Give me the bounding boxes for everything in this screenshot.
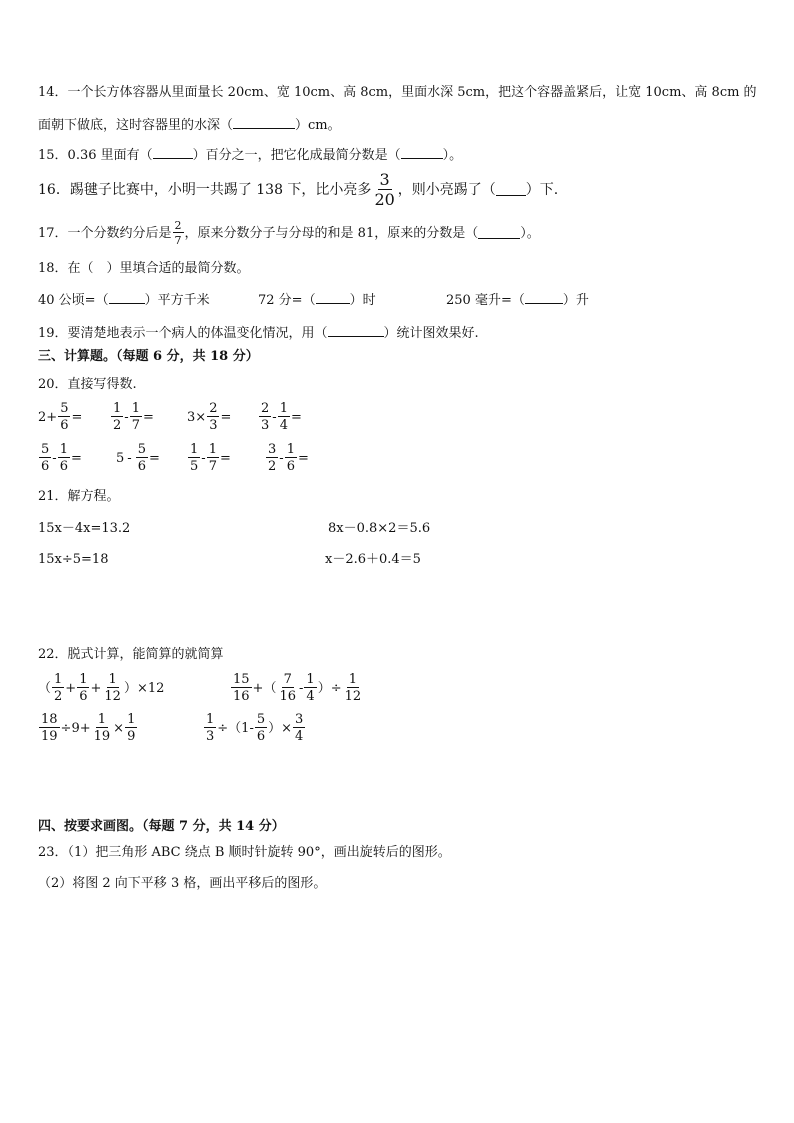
denominator: 6 <box>41 459 50 474</box>
fraction <box>39 443 51 473</box>
q14-line2 <box>38 118 341 132</box>
q16 <box>38 172 558 208</box>
denominator: 2 <box>54 689 63 704</box>
q16-text-b: ，则小亮踢了（ <box>397 182 496 198</box>
minus-sign: - <box>279 450 284 466</box>
denominator: 19 <box>41 729 58 744</box>
denominator: 3 <box>209 418 218 433</box>
plus-sign: + <box>65 680 77 696</box>
q17-text-a: 17．一个分数约分后是 <box>38 225 172 241</box>
equals-sign: = <box>297 450 309 466</box>
q22-expression-2 <box>230 673 364 703</box>
q18-blank-3[interactable] <box>525 293 563 304</box>
numerator: 5 <box>256 712 266 727</box>
q15-blank-2[interactable] <box>401 148 443 159</box>
denominator: 2 <box>268 459 277 474</box>
numerator: 1 <box>59 442 68 457</box>
q18-item1-a: 40 公顷=（ <box>38 293 109 308</box>
q18-blank-2[interactable] <box>316 293 350 304</box>
denominator: 12 <box>344 689 362 704</box>
denominator: 6 <box>60 418 69 433</box>
q20-r2-e2 <box>116 443 160 473</box>
q16-frac-num: 3 <box>379 170 390 189</box>
denominator: 16 <box>279 689 296 704</box>
q18-item-3 <box>446 293 589 307</box>
q18-item3-b: ）升 <box>562 293 589 308</box>
denominator: 4 <box>306 689 315 704</box>
plus-sign: + <box>90 680 102 696</box>
right-paren-times: ）×12 <box>123 680 165 696</box>
numerator: 1 <box>108 672 117 687</box>
q21-equation-4: x－2.6＋0.4＝5 <box>325 552 421 567</box>
numerator: 1 <box>127 712 136 727</box>
fraction <box>255 713 267 743</box>
denominator: 2 <box>113 418 122 433</box>
fraction <box>39 713 60 743</box>
denominator: 6 <box>79 689 88 704</box>
denominator: 4 <box>279 418 288 433</box>
equals-sign: = <box>71 409 83 425</box>
minus-sign: - <box>52 450 57 466</box>
numerator: 1 <box>131 401 140 416</box>
numerator: 15 <box>233 672 250 687</box>
q14-line1: 14．一个长方体容器从里面量长 20cm、宽 10cm、高 8cm，里面水深 5cm，把这个容器盖紧后，让宽 10cm、高 8cm 的 <box>38 85 757 100</box>
fraction <box>277 673 298 703</box>
q18-item2-a: 72 分=（ <box>258 293 316 308</box>
denominator: 3 <box>261 418 270 433</box>
numerator: 1 <box>54 672 63 687</box>
numerator: 1 <box>113 401 122 416</box>
whole-number: 2 <box>38 409 47 425</box>
denominator: 9 <box>127 729 136 744</box>
numerator: 5 <box>60 401 69 416</box>
q21-equation-3: 15x÷5=18 <box>38 552 109 567</box>
q20-r1-e2 <box>110 402 154 432</box>
q17-fraction <box>173 220 184 246</box>
q17 <box>38 220 540 246</box>
q22-expression-4 <box>203 713 306 743</box>
fraction <box>77 673 89 703</box>
q15-text-a: 15．0.36 里面有（ <box>38 148 153 163</box>
numerator: 1 <box>190 442 199 457</box>
fraction <box>58 443 70 473</box>
denominator: 16 <box>233 689 250 704</box>
section-3-heading: 三、计算题。（每题 6 分，共 18 分） <box>38 349 259 364</box>
q16-fraction <box>372 172 396 208</box>
q15 <box>38 148 462 162</box>
q20-r2-e1 <box>38 443 82 473</box>
denominator: 6 <box>59 459 68 474</box>
whole-number: 5 <box>116 450 125 466</box>
divide-paren: ÷（1- <box>217 720 254 736</box>
right-paren-times: ）× <box>268 720 293 736</box>
q16-frac-den: 20 <box>374 190 395 209</box>
numerator: 2 <box>261 401 270 416</box>
fraction <box>136 443 148 473</box>
numerator: 1 <box>208 442 217 457</box>
q19-text-b: ）统计图效果好. <box>383 326 479 341</box>
q20-r2-e3 <box>187 443 231 473</box>
q23-line2: （2）将图 2 向下平移 3 格，画出平移后的图形。 <box>38 876 327 891</box>
equals-sign: = <box>70 450 82 466</box>
numerator: 1 <box>97 712 107 727</box>
equals-sign: = <box>220 409 232 425</box>
q23-line1: 23．（1）把三角形 ABC 绕点 B 顺时针旋转 90°，画出旋转后的图形。 <box>38 845 451 860</box>
denominator: 7 <box>208 459 217 474</box>
fraction <box>58 402 70 432</box>
whole-number: 3 <box>187 409 196 425</box>
denominator: 7 <box>131 418 140 433</box>
denominator: 3 <box>206 729 215 744</box>
plus-sign: + <box>46 409 58 425</box>
fraction <box>343 673 364 703</box>
times-sign: × <box>195 409 207 425</box>
q20-r2-e4 <box>265 443 309 473</box>
q18-blank-1[interactable] <box>109 293 145 304</box>
q18-item1-b: ）平方千米 <box>144 293 210 308</box>
fraction <box>102 673 123 703</box>
numerator: 3 <box>295 712 304 727</box>
q17-frac-num: 2 <box>174 219 182 232</box>
fraction <box>207 402 219 432</box>
minus-sign: - <box>201 450 206 466</box>
minus-sign: - <box>127 450 132 466</box>
numerator: 1 <box>306 672 315 687</box>
q15-text-c: ）。 <box>442 148 463 163</box>
numerator: 7 <box>283 672 292 687</box>
q21-title: 21．解方程。 <box>38 489 120 504</box>
q18-item-1 <box>38 293 210 307</box>
equals-sign: = <box>142 409 154 425</box>
q20-title: 20．直接写得数. <box>38 377 137 392</box>
denominator: 5 <box>190 459 199 474</box>
numerator: 1 <box>286 442 295 457</box>
numerator: 2 <box>209 401 218 416</box>
q18-item-2 <box>258 293 376 307</box>
numerator: 1 <box>348 672 357 687</box>
section-4-heading: 四、按要求画图。（每题 7 分，共 14 分） <box>38 819 285 834</box>
numerator: 5 <box>41 442 50 457</box>
fraction <box>285 443 297 473</box>
q22-expression-1 <box>38 673 164 703</box>
fraction <box>304 673 316 703</box>
q14-text-a: 面朝下做底，这时容器里的水深（ <box>38 118 234 133</box>
fraction <box>278 402 290 432</box>
q19-answer-blank[interactable] <box>328 326 384 337</box>
fraction <box>231 673 252 703</box>
q19-text-a: 19．要清楚地表示一个病人的体温变化情况，用（ <box>38 326 328 341</box>
q18-item3-a: 250 毫升=（ <box>446 293 525 308</box>
q14-text-b: ）cm。 <box>295 118 341 133</box>
q17-frac-den: 7 <box>174 234 182 247</box>
times-sign: × <box>113 720 125 736</box>
q17-text-b: ，原来分数分子与分母的和是 81，原来的分数是（ <box>184 225 479 241</box>
denominator: 6 <box>256 729 266 744</box>
numerator: 18 <box>41 712 58 727</box>
denominator: 6 <box>286 459 295 474</box>
q19 <box>38 326 479 340</box>
fraction <box>204 713 216 743</box>
fraction <box>259 402 271 432</box>
q17-answer-blank[interactable] <box>478 228 520 239</box>
numerator: 1 <box>206 712 215 727</box>
denominator: 4 <box>295 729 304 744</box>
denominator: 19 <box>93 729 111 744</box>
equals-sign: = <box>148 450 160 466</box>
equals-sign: = <box>290 409 302 425</box>
fraction <box>92 713 113 743</box>
fraction <box>188 443 200 473</box>
fraction <box>293 713 305 743</box>
left-paren: （ <box>38 680 52 696</box>
fraction <box>207 443 219 473</box>
q20-r1-e1 <box>38 402 82 432</box>
minus-sign: - <box>272 409 277 425</box>
q20-r1-e4 <box>258 402 302 432</box>
q21-equation-1: 15x－4x=13.2 <box>38 521 131 536</box>
fraction <box>266 443 278 473</box>
numerator: 5 <box>137 442 146 457</box>
equals-sign: = <box>219 450 231 466</box>
q22-title: 22．脱式计算，能简算的就简算 <box>38 647 224 662</box>
q17-text-c: ）。 <box>520 225 540 241</box>
numerator: 1 <box>79 672 88 687</box>
denominator: 6 <box>137 459 146 474</box>
minus-sign: - <box>124 409 129 425</box>
q20-r1-e3 <box>187 402 231 432</box>
fraction <box>111 402 123 432</box>
fraction <box>125 713 137 743</box>
right-paren-divide: ）÷ <box>317 680 342 696</box>
numerator: 1 <box>279 401 288 416</box>
q21-equation-2: 8x－0.8×2＝5.6 <box>328 521 431 536</box>
fraction <box>130 402 142 432</box>
minus-sign: - <box>299 680 304 696</box>
q16-answer-blank[interactable] <box>496 185 526 196</box>
q15-blank-1[interactable] <box>153 148 193 159</box>
plus-paren: +（ <box>252 680 277 696</box>
denominator: 12 <box>104 689 121 704</box>
q15-text-b: ）百分之一，把它化成最简分数是（ <box>192 148 401 163</box>
q14-answer-blank[interactable] <box>233 118 295 129</box>
q16-text-a: 16．踢毽子比赛中，小明一共踢了 138 下，比小亮多 <box>38 182 372 198</box>
q16-text-c: ）下. <box>525 182 559 198</box>
q18-item2-b: ）时 <box>349 293 376 308</box>
fraction <box>52 673 64 703</box>
q22-expression-3 <box>38 713 138 743</box>
divide-plus: ÷9+ <box>60 720 91 736</box>
numerator: 3 <box>268 442 277 457</box>
q18-title: 18．在（ ）里填合适的最简分数。 <box>38 261 250 276</box>
